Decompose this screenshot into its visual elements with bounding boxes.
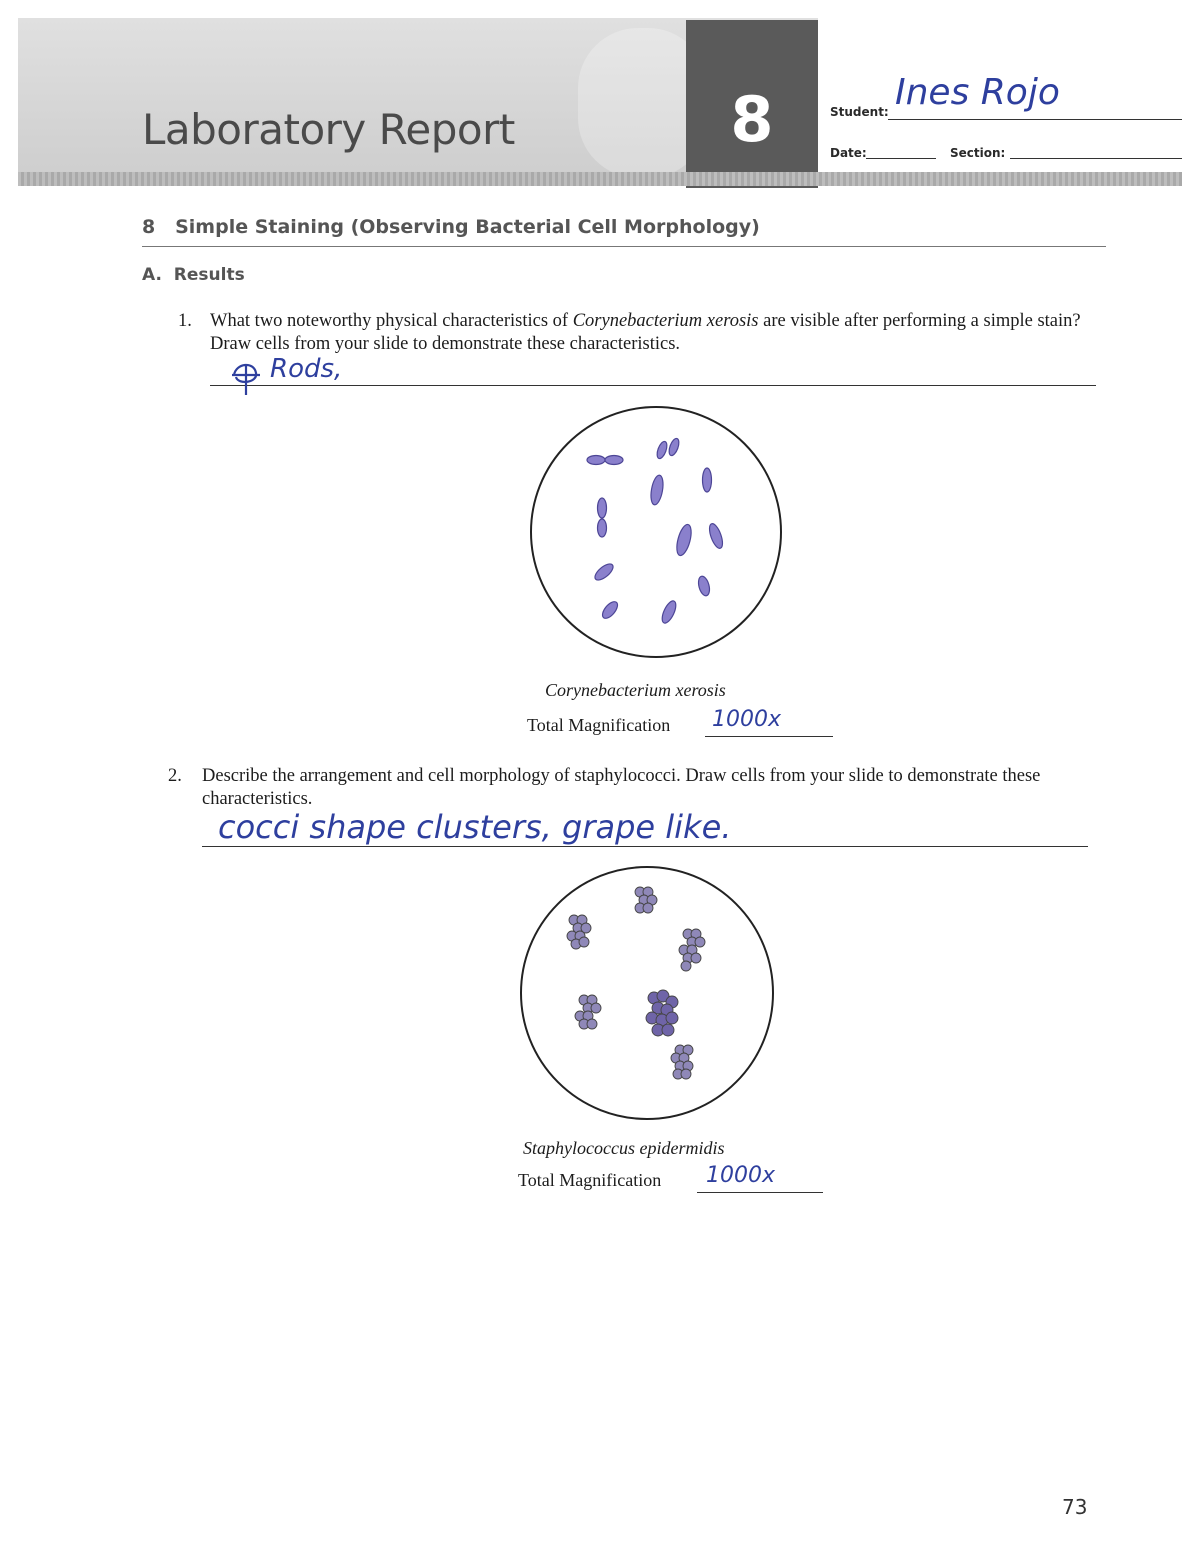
- q1-text: [210, 310, 1115, 356]
- q2-magnification-value[interactable]: 1000x: [706, 1163, 776, 1188]
- q2-number: 2.: [168, 766, 182, 786]
- student-line: [888, 119, 1182, 120]
- rod-cell: [605, 456, 623, 465]
- coccus-cluster: [567, 915, 591, 949]
- exercise-title: [142, 216, 760, 238]
- rod-cell: [649, 474, 665, 505]
- q2-text: Describe the arrangement and cell morphology of staphylococci. Draw cells from your slide to demonstrate these characteristics.: [202, 766, 1041, 809]
- rod-cell: [697, 575, 712, 597]
- rod-cell: [587, 456, 605, 465]
- q1-figure-caption: Corynebacterium xerosis: [545, 680, 726, 700]
- title-underline: [142, 246, 1106, 247]
- coccus-cluster: [646, 990, 678, 1036]
- results-text: Results: [173, 265, 245, 285]
- section-label: Section:: [950, 146, 1006, 160]
- q2-figure-caption: Staphylococcus epidermidis: [523, 1138, 725, 1158]
- slide-drawing-corynebacterium: [526, 402, 786, 662]
- rod-cell: [598, 519, 607, 537]
- coccus-cluster: [575, 995, 601, 1029]
- section-line[interactable]: [1010, 158, 1182, 159]
- student-label: Student:: [830, 105, 889, 119]
- rod-cell: [674, 523, 694, 557]
- q2-answer[interactable]: cocci shape clusters, grape like.: [218, 808, 732, 846]
- date-label: Date:: [830, 146, 867, 160]
- q1-answer-line: [210, 385, 1096, 386]
- report-title: Laboratory Report: [142, 105, 515, 154]
- slide-drawing-staphylococcus: [516, 862, 778, 1124]
- microscope-field-circle: [531, 407, 781, 657]
- rod-cell: [659, 599, 678, 625]
- q2-magnification-line: [697, 1192, 823, 1193]
- banner-strip: [18, 172, 1182, 186]
- q1-magnification-label: Total Magnification: [527, 715, 671, 735]
- rod-cell: [703, 468, 712, 492]
- q1-magnification-value[interactable]: 1000x: [712, 707, 782, 732]
- rod-cell: [707, 522, 725, 550]
- coccus-cluster: [671, 1045, 693, 1079]
- q2-magnification-label: Total Magnification: [518, 1170, 662, 1190]
- report-number-badge: 8: [686, 20, 818, 188]
- q1-number: 1.: [178, 311, 192, 331]
- exercise-name: Simple Staining (Observing Bacterial Cell Morphology): [175, 216, 760, 238]
- q1-answer[interactable]: Rods,: [270, 354, 343, 384]
- page-number: 73: [1062, 1495, 1088, 1519]
- results-label: A.: [142, 265, 162, 285]
- coccus-cluster: [635, 887, 657, 913]
- rod-cell: [655, 440, 669, 460]
- q2-answer-line: [202, 846, 1088, 847]
- q1-organism: Corynebacterium xerosis: [572, 311, 759, 331]
- rod-cell: [592, 561, 615, 583]
- exercise-number: 8: [142, 216, 156, 238]
- q1-text-before: What two noteworthy physical characteristics of: [210, 311, 573, 331]
- coccus-cluster: [679, 929, 705, 971]
- q1-scribble-icon: [228, 357, 264, 397]
- rod-cell: [667, 437, 681, 457]
- results-heading: [142, 265, 245, 285]
- rod-cell: [598, 498, 607, 518]
- q1-text-after: are visible after performing a simple stain? Draw cells from your slide to demonstrate these characteristics.: [210, 311, 1081, 354]
- q1-magnification-line: [705, 736, 833, 737]
- rod-cell: [600, 599, 621, 621]
- date-line[interactable]: [866, 158, 936, 159]
- student-name[interactable]: Ines Rojo: [895, 72, 1060, 113]
